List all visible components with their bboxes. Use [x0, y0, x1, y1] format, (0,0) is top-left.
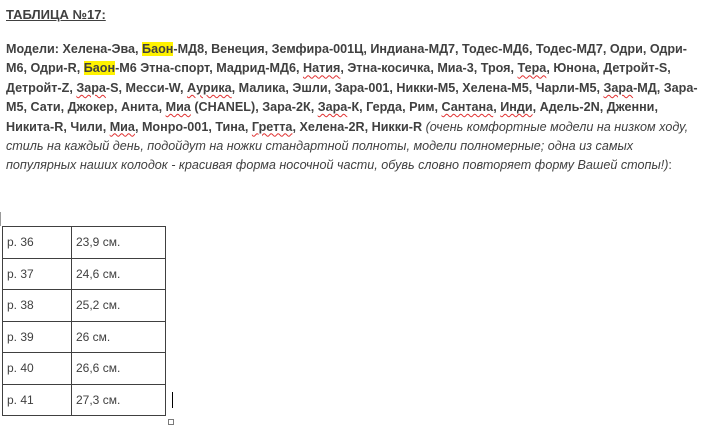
model-name: -К [347, 100, 360, 115]
size-table [2, 226, 166, 416]
model-name: Венеция [211, 42, 265, 56]
size-table-body [3, 227, 166, 416]
model-name: -М6 [115, 61, 137, 76]
length-cell: 26,6 см. [72, 353, 166, 385]
model-name: Зара [317, 100, 348, 115]
model-name: Индиана-МД7 [370, 42, 456, 56]
model-separator: , [208, 119, 216, 134]
model-name: Зара [603, 80, 634, 95]
model-name: Одри [609, 42, 643, 56]
model-separator: , [654, 100, 658, 115]
model-name: Тодес-МД7 [535, 42, 603, 56]
model-name: (CHANEL) [194, 100, 256, 115]
length-cell: 25,2 см. [72, 290, 166, 322]
model-separator: , [434, 100, 442, 115]
table-resize-handle[interactable] [168, 419, 174, 425]
model-name: Зара-2К [262, 100, 311, 115]
model-separator: , [134, 119, 142, 134]
model-name: Сати [30, 100, 61, 115]
models-paragraph [6, 40, 700, 176]
table-row [3, 290, 166, 322]
table-row [3, 227, 166, 259]
model-separator: , [76, 61, 84, 76]
model-separator: , [118, 80, 126, 95]
table-row [3, 258, 166, 290]
model-name: Хелена-2R [299, 119, 365, 134]
text-cursor [172, 392, 173, 408]
model-separator: , [292, 119, 300, 134]
model-name: Никки-М5 [396, 80, 456, 95]
model-name: Дженни [606, 100, 655, 115]
model-separator: , [510, 61, 518, 76]
model-name: Эшли [292, 80, 328, 95]
model-name: Гретта [251, 119, 293, 134]
models-label: Модели: [6, 42, 59, 56]
length-cell: 27,3 см. [72, 384, 166, 416]
model-name: -МД8 [173, 42, 205, 56]
model-separator: , [244, 119, 252, 134]
model-name: Никита-R [6, 119, 64, 134]
model-separator: , [179, 80, 187, 95]
model-name: Юнона [553, 61, 597, 76]
model-separator: , [602, 42, 610, 56]
model-separator: , [23, 61, 31, 76]
model-name: Хелена-Эва [62, 42, 136, 56]
model-separator: , [209, 61, 217, 76]
model-name: Баон [83, 61, 116, 76]
model-name: Детройт-Z [6, 80, 70, 95]
model-separator: , [455, 80, 463, 95]
model-name: Адель-2N [539, 100, 600, 115]
model-separator: , [135, 42, 143, 56]
model-name: Детройт-S [603, 61, 668, 76]
model-separator: , [430, 61, 438, 76]
model-name: Джокер [67, 100, 114, 115]
model-separator: , [69, 80, 77, 95]
model-separator: , [642, 42, 650, 56]
model-name: Одри-М6 [6, 42, 687, 76]
model-separator: , [473, 61, 481, 76]
length-cell: 23,9 см. [72, 227, 166, 259]
model-separator: , [389, 80, 397, 95]
model-separator: , [60, 100, 68, 115]
size-cell: р. 38 [3, 290, 72, 322]
model-separator: , [359, 100, 367, 115]
model-separator: , [264, 42, 272, 56]
model-name: Анита [120, 100, 159, 115]
model-name: Тера [517, 61, 547, 76]
model-separator: , [546, 61, 554, 76]
model-name: Мадрид-МД6 [216, 61, 296, 76]
model-separator: , [402, 100, 410, 115]
table-row [3, 321, 166, 353]
model-separator: , [113, 100, 121, 115]
model-separator: , [528, 42, 536, 56]
size-cell: р. 36 [3, 227, 72, 259]
model-separator: , [255, 100, 263, 115]
model-separator: , [295, 61, 303, 76]
model-separator: , [340, 61, 348, 76]
model-separator: , [364, 119, 372, 134]
model-separator: , [23, 100, 31, 115]
model-separator: , [656, 80, 664, 95]
model-name: Миа [165, 100, 191, 115]
model-name: Аурика [186, 80, 232, 95]
model-name: Зара-М5 [6, 80, 698, 115]
model-separator: , [63, 119, 71, 134]
length-cell: 26 см. [72, 321, 166, 353]
model-name: Этна-спорт [140, 61, 210, 76]
model-name: Тодес-МД6 [462, 42, 529, 56]
model-separator: , [363, 42, 371, 56]
model-name: Сантана [441, 100, 494, 115]
model-separator: , [493, 100, 501, 115]
model-name: Зара-001 [334, 80, 390, 95]
model-separator: , [596, 80, 604, 95]
model-name: Герда [366, 100, 403, 115]
model-name: Монро-001 [141, 119, 209, 134]
table-heading: ТАБЛИЦА №17: [6, 7, 106, 22]
model-name: Троя [480, 61, 511, 76]
model-name: Миа [109, 119, 135, 134]
model-separator: , [231, 80, 239, 95]
models-note: (очень комфортные модели на низком ходу, стиль на каждый день, подойдут на ножки стандартной полноты, модели полномерные; одна из самых популярных наших колодок - красивая форма носочной части, обувь словно повторяет форму Вашей стопы!) [6, 119, 689, 173]
table-row [3, 353, 166, 385]
models-tail: : [668, 158, 672, 173]
size-cell: р. 40 [3, 353, 72, 385]
model-name: Баон [142, 42, 174, 56]
model-separator: , [327, 80, 335, 95]
model-name: Зара [76, 80, 106, 95]
model-name: Тина [215, 119, 245, 134]
model-name: Миа-3 [437, 61, 474, 76]
model-name: Инди [500, 100, 533, 115]
length-cell: 24,6 см. [72, 258, 166, 290]
model-name: Этна-косичка [347, 61, 431, 76]
model-separator: , [528, 80, 536, 95]
model-separator: , [102, 119, 110, 134]
model-name: Никки-R [371, 119, 423, 134]
model-separator: , [532, 100, 540, 115]
model-name: Натия [302, 61, 341, 76]
model-separator: , [285, 80, 293, 95]
table-anchor-mark [0, 212, 1, 226]
model-name: Малика [238, 80, 286, 95]
model-name: -МД [633, 80, 657, 95]
model-separator: , [596, 61, 604, 76]
model-name: -S [105, 80, 119, 95]
size-cell: р. 39 [3, 321, 72, 353]
model-name: Чарли-М5 [535, 80, 597, 95]
model-separator: , [204, 42, 212, 56]
model-name: Земфира-001Ц [271, 42, 364, 56]
model-separator: , [599, 100, 607, 115]
size-cell: р. 37 [3, 258, 72, 290]
model-separator: , [667, 61, 671, 76]
table-row [3, 384, 166, 416]
size-cell: р. 41 [3, 384, 72, 416]
model-name: Рим [409, 100, 435, 115]
model-separator: , [455, 42, 463, 56]
model-name: Одри-R [30, 61, 77, 76]
model-separator: , [310, 100, 318, 115]
model-name: Хелена-М5 [462, 80, 529, 95]
model-name: Месси-W [125, 80, 180, 95]
model-separator: , [158, 100, 166, 115]
model-name: Чили [70, 119, 103, 134]
